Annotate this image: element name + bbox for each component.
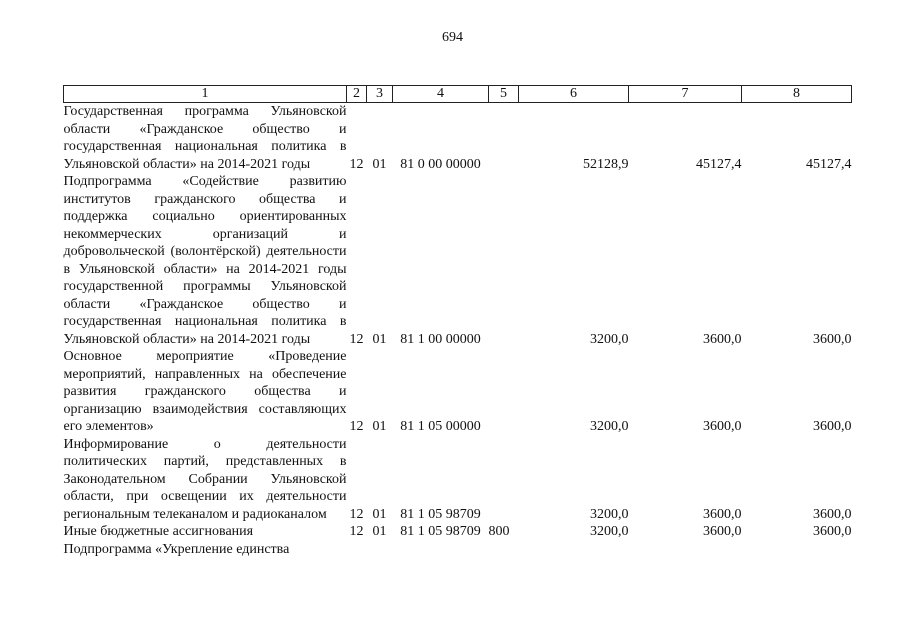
row-section: 12 — [349, 419, 364, 434]
row-section: 12 — [349, 506, 364, 522]
row-amount-col6: 3200,0 — [590, 524, 629, 539]
row-amount-col7 — [629, 541, 742, 559]
row-expense-type — [489, 348, 519, 436]
header-col-6: 6 — [519, 86, 629, 103]
row-amount-col6: 3200,0 — [590, 506, 629, 522]
row-expense-type — [489, 173, 519, 348]
table-row — [64, 103, 852, 174]
header-col-1: 1 — [64, 86, 347, 103]
row-amount-col8: 3600,0 — [813, 506, 852, 522]
row-name: Подпрограмма «Содействие развитию институтов гражданского общества и поддержка социально ориентированных некоммерческих организаций и добровольческой (волонтёрской) деятельности в Ульяновской области» на 2014-2021 годы государственной программы Ульяновской области «Гражданское общество и государственная национальная политика в Ульяновской области» на 2014-2021 годы — [63, 174, 347, 347]
table-row — [64, 173, 852, 348]
row-name: Основное мероприятие «Проведение мероприятий, направленных на обеспечение развития гражданского общества и организацию взаимодействия составляющих его элементов» — [63, 349, 347, 434]
row-expense-type — [489, 541, 519, 559]
row-subsection: 01 — [372, 156, 387, 172]
table-row — [64, 348, 852, 436]
row-expense-type — [489, 436, 519, 524]
row-amount-col7: 3600,0 — [703, 524, 742, 539]
row-subsection: 01 — [372, 331, 387, 347]
header-col-4: 4 — [393, 86, 489, 103]
row-amount-col6: 3200,0 — [590, 419, 629, 434]
row-section: 12 — [349, 524, 364, 539]
row-expense-type: 800 — [488, 524, 510, 539]
row-amount-col8 — [742, 541, 852, 559]
header-row — [64, 86, 852, 103]
row-amount-col7: 3600,0 — [703, 506, 742, 522]
row-target-article: 81 0 00 00000 — [400, 156, 481, 172]
row-target-article: 81 1 05 00000 — [400, 419, 481, 434]
row-amount-col8: 3600,0 — [813, 419, 852, 434]
page-number: 694 — [442, 30, 463, 45]
row-section: 12 — [349, 156, 364, 172]
table-row — [64, 541, 852, 559]
header-col-5: 5 — [489, 86, 519, 103]
row-expense-type — [489, 103, 519, 174]
header-col-8: 8 — [742, 86, 852, 103]
row-target-article — [393, 541, 489, 559]
table-row — [64, 523, 852, 541]
header-col-3: 3 — [367, 86, 393, 103]
row-target-article: 81 1 00 00000 — [400, 331, 481, 347]
header-col-2: 2 — [347, 86, 367, 103]
row-amount-col6: 52128,9 — [583, 156, 629, 172]
row-amount-col6 — [519, 541, 629, 559]
row-section: 12 — [349, 331, 364, 347]
row-name: Иные бюджетные ассигнования — [63, 524, 254, 539]
table-row — [64, 436, 852, 524]
row-name: Государственная программа Ульяновской области «Гражданское общество и государственная национальная политика в Ульяновской области» на 2014-2021 годы — [63, 104, 347, 172]
row-amount-col7: 45127,4 — [696, 156, 742, 172]
row-name: Подпрограмма «Укрепление единства — [63, 541, 290, 557]
row-amount-col7: 3600,0 — [703, 331, 742, 347]
row-name: Информирование о деятельности политических партий, представленных в Законодательном Собрании Ульяновской области, при освещении их деятельности региональным телеканалом и радиоканалом — [63, 436, 347, 522]
row-target-article: 81 1 05 98709 — [400, 524, 481, 539]
row-amount-col8: 3600,0 — [813, 331, 852, 347]
row-subsection: 01 — [372, 506, 387, 522]
row-target-article: 81 1 05 98709 — [400, 506, 481, 522]
row-subsection: 01 — [372, 524, 387, 539]
row-amount-col6: 3200,0 — [590, 331, 629, 347]
row-amount-col7: 3600,0 — [703, 419, 742, 434]
header-col-7: 7 — [629, 86, 742, 103]
row-subsection: 01 — [372, 419, 387, 434]
row-amount-col8: 3600,0 — [813, 524, 852, 539]
row-section — [347, 541, 367, 559]
row-amount-col8: 45127,4 — [806, 156, 852, 172]
row-subsection — [367, 541, 393, 559]
budget-table — [63, 85, 852, 558]
